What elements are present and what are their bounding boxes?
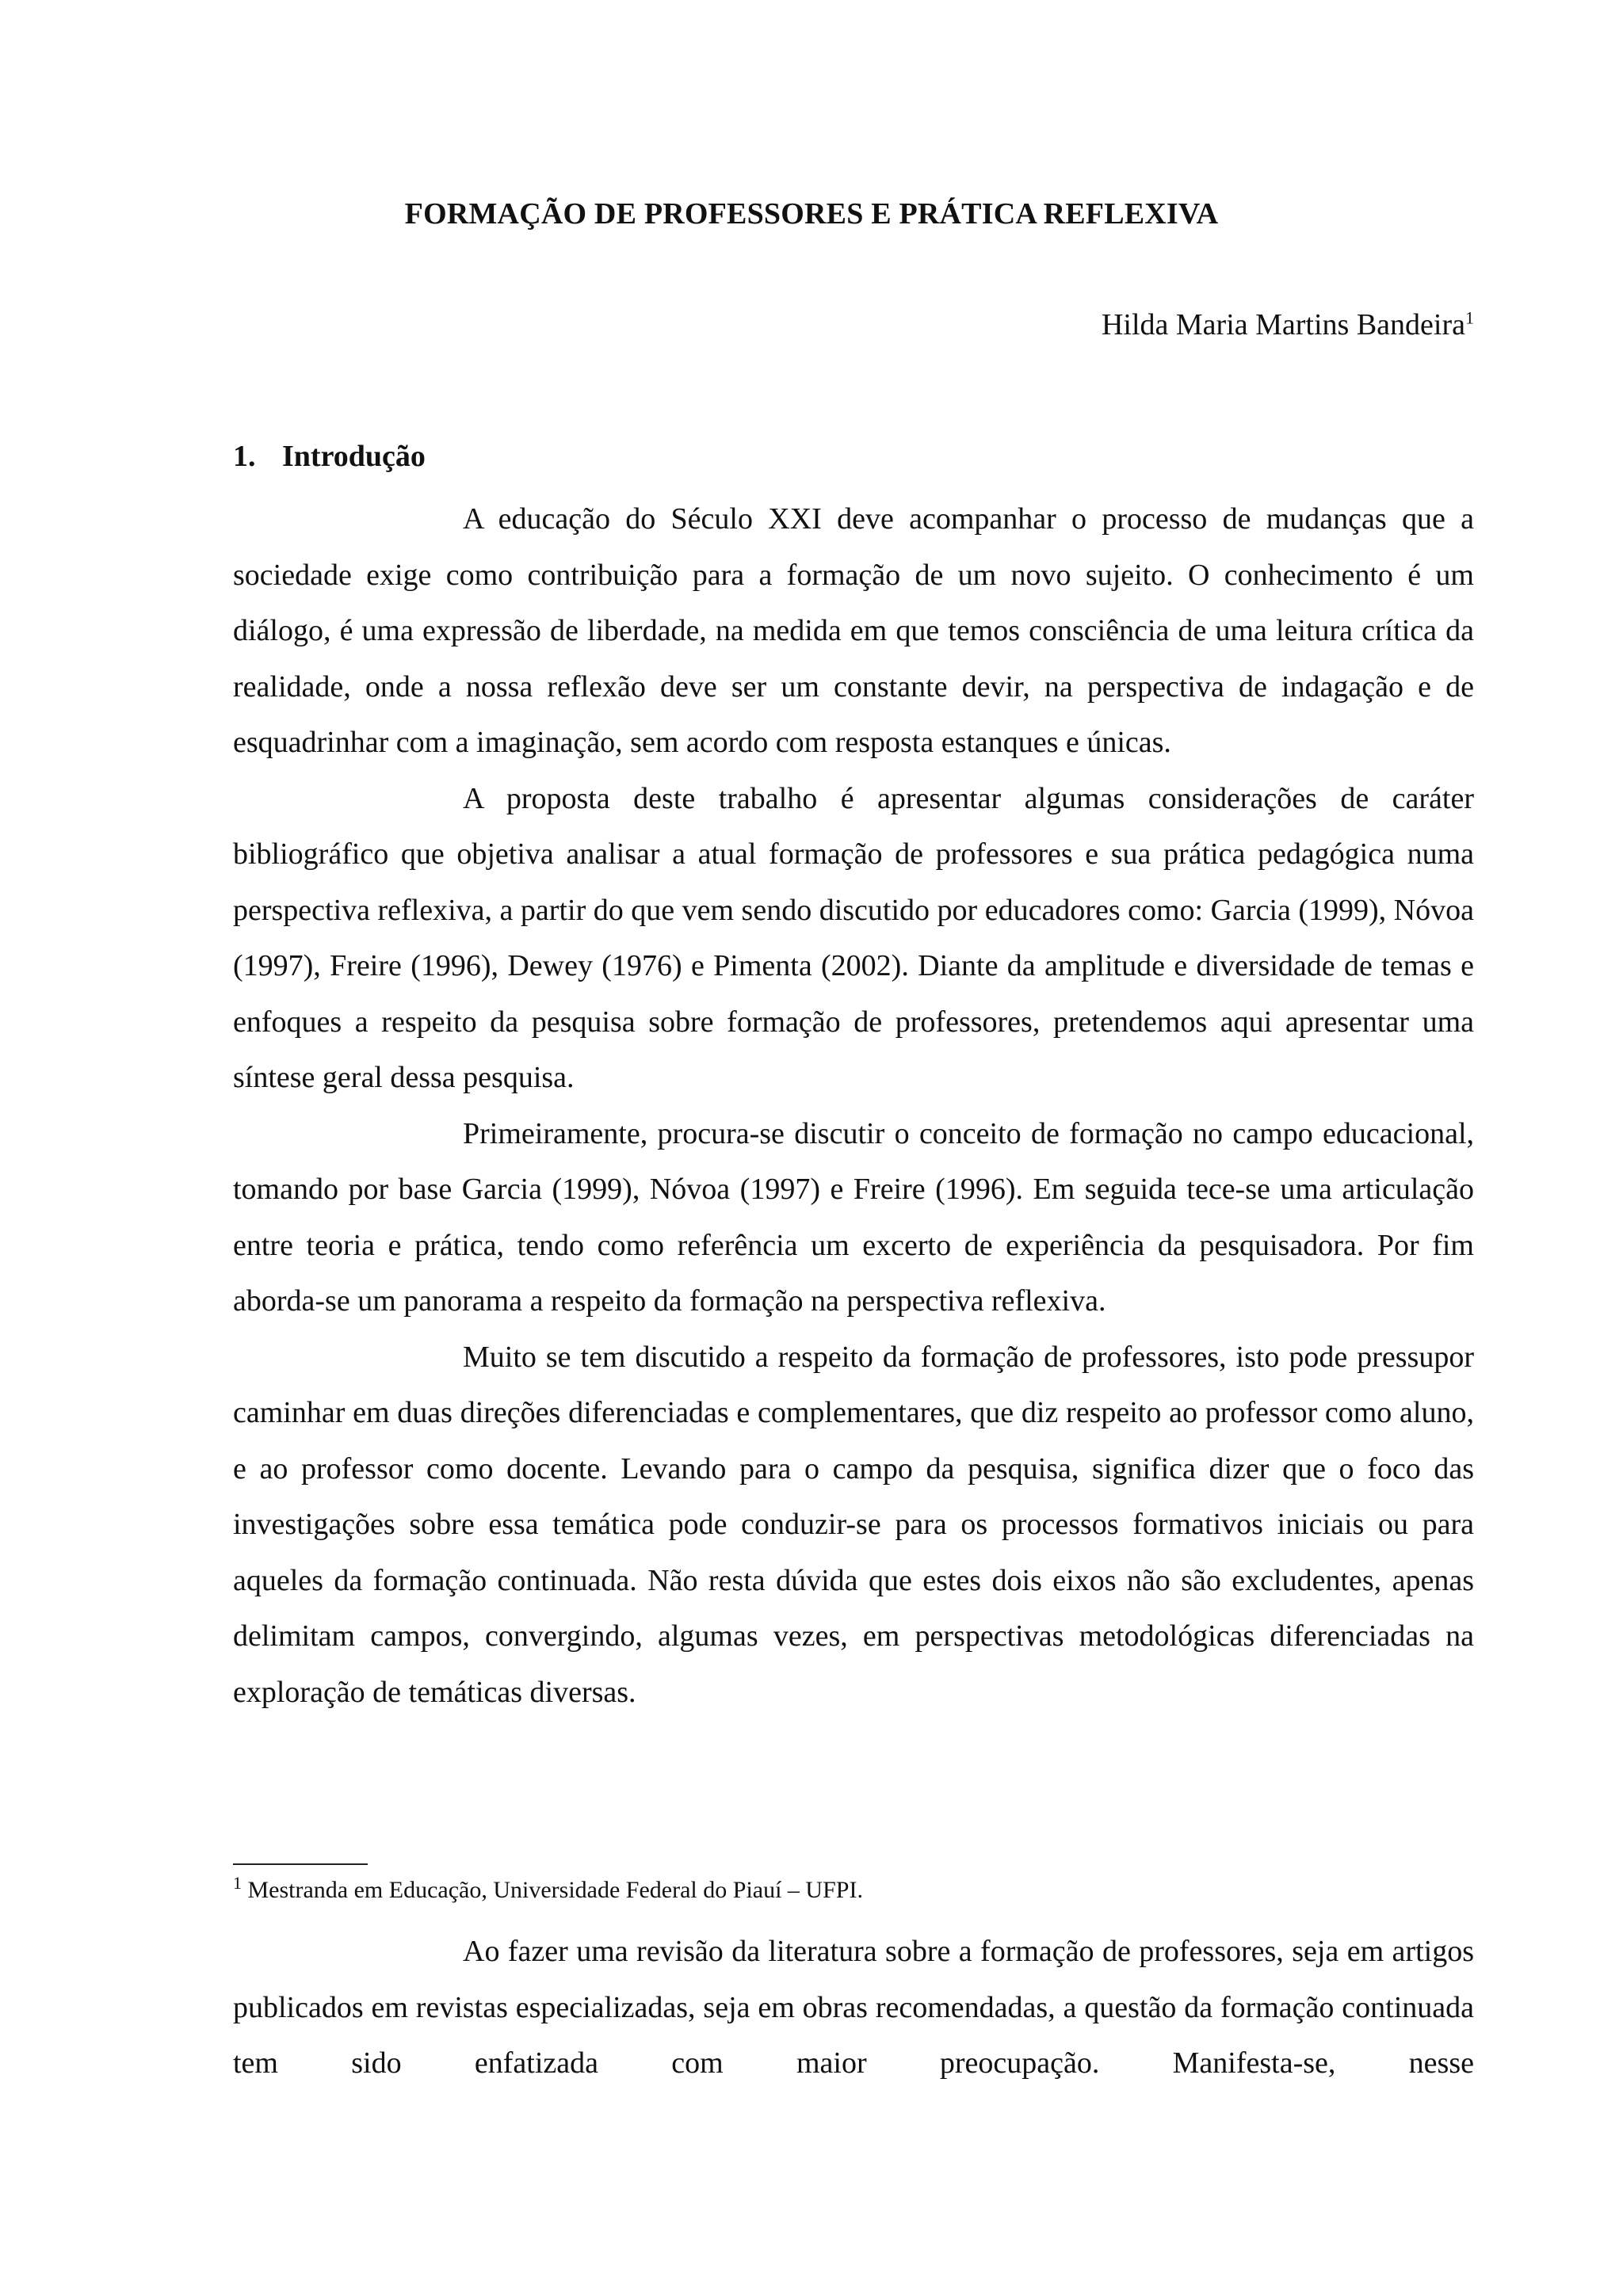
paragraph-3: Primeiramente, procura-se discutir o conceito de formação no campo educacional, tomando por base Garcia (1999), Nóvoa (1997) e Freire (1996). Em seguida tece-se uma articulação entre teoria e prática, tendo como referência um excerto de experiência da pesquisadora. Por fim aborda-se um panorama a respeito da formação na perspectiva reflexiva. — [233, 1116, 1474, 1318]
section-number: 1. — [233, 440, 256, 473]
paragraph-1: A educação do Século XXI deve acompanhar o processo de mudanças que a sociedade exige como contribuição para a formação de um novo sujeito. O conhecimento é um diálogo, é uma expressão de liberdade, na medida em que temos consciência de uma leitura crítica da realidade, onde a nossa reflexão deve ser um constante devir, na perspectiva de indagação e de esquadrinhar com a imaginação, sem acordo com resposta estanques e únicas. — [233, 502, 1474, 759]
body-text — [233, 491, 1474, 1720]
section-title: Introdução — [282, 440, 426, 473]
section-heading — [233, 436, 426, 477]
footnote-separator — [233, 1863, 368, 1865]
footnote — [233, 1875, 863, 1906]
body-text-continued — [233, 1924, 1474, 2092]
author-footnote-mark: 1 — [1465, 307, 1474, 328]
footnote-text: Mestranda em Educação, Universidade Federal do Piauí – UFPI. — [247, 1877, 863, 1903]
document-title: FORMAÇÃO DE PROFESSORES E PRÁTICA REFLEXIVA — [404, 197, 1219, 231]
paragraph-4: Muito se tem discutido a respeito da formação de professores, isto pode pressupor caminhar em duas direções diferenciadas e complementares, que diz respeito ao professor como aluno, e ao professor como docente. Levando para o campo da pesquisa, significa dizer que o foco das investigações sobre essa temática pode conduzir-se para os processos formativos iniciais ou para aqueles da formação continuada. Não resta dúvida que estes dois eixos não são excludentes, apenas delimitam campos, convergindo, algumas vezes, em perspectivas metodológicas diferenciadas na exploração de temáticas diversas. — [233, 1340, 1474, 1709]
author-name: Hilda Maria Martins Bandeira — [1101, 308, 1465, 341]
author-line — [1102, 304, 1474, 345]
paragraph-5: Ao fazer uma revisão da literatura sobre a formação de professores, seja em artigos publicados em revistas especializadas, seja em obras recomendadas, a questão da formação continuada tem sido enfatizada com maior preocupação. Manifesta-se, nesse — [233, 1935, 1474, 2080]
paragraph-2: A proposta deste trabalho é apresentar algumas considerações de caráter bibliográfico que objetiva analisar a atual formação de professores e sua prática pedagógica numa perspectiva reflexiva, a partir do que vem sendo discutido por educadores como: Garcia (1999), Nóvoa (1997), Freire (1996), Dewey (1976) e Pimenta (2002). Diante da amplitude e diversidade de temas e enfoques a respeito da pesquisa sobre formação de professores, pretendemos aqui apresentar uma síntese geral dessa pesquisa. — [233, 781, 1474, 1094]
footnote-mark: 1 — [233, 1873, 242, 1893]
